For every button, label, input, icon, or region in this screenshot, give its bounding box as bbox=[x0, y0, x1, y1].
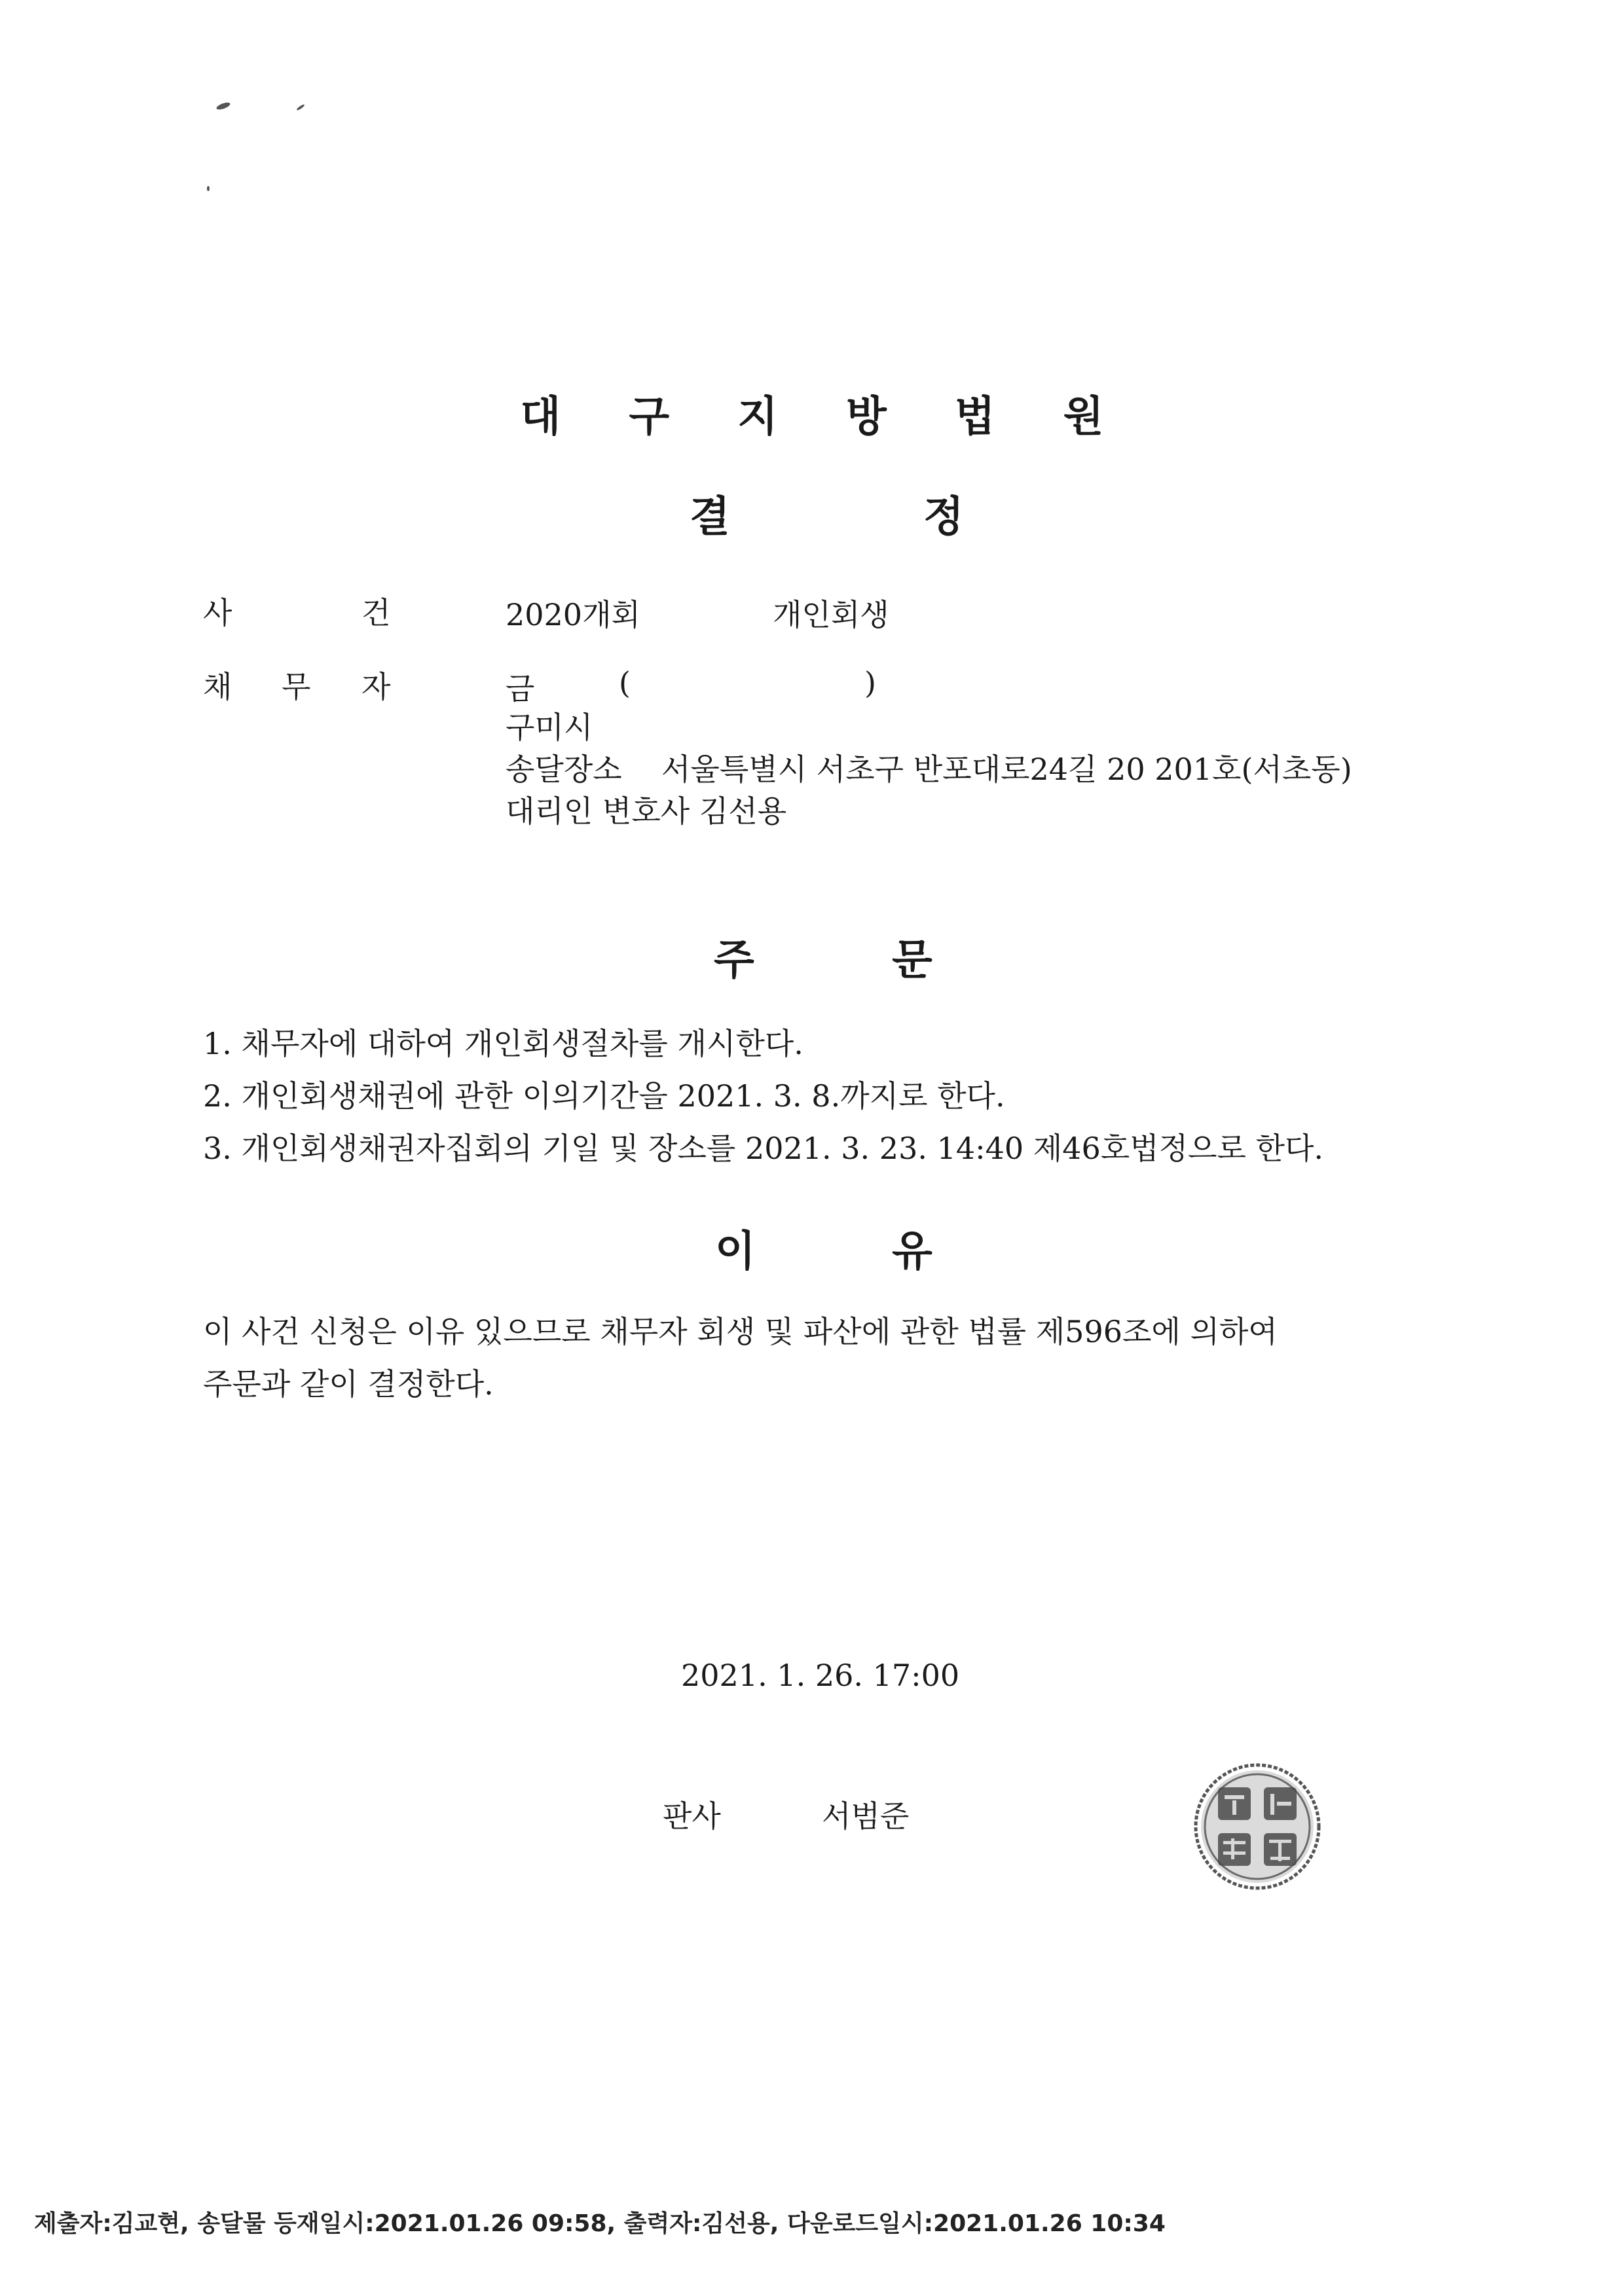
debtor-name: 금 bbox=[506, 671, 535, 706]
case-label-char-1: 사 bbox=[203, 595, 232, 630]
court-char: 원 bbox=[1063, 393, 1104, 441]
delivery-address: 서울특별시 서초구 반포대로24길 20 201호(서초동) bbox=[661, 752, 1352, 787]
case-label-char-2: 건 bbox=[361, 595, 391, 630]
case-type: 개인회생 bbox=[773, 597, 889, 632]
court-char: 대 bbox=[520, 393, 561, 441]
reason-title-char-1: 이 bbox=[715, 1228, 756, 1276]
judge-name: 서범준 bbox=[822, 1798, 910, 1834]
debtor-label-char-3: 자 bbox=[361, 669, 391, 704]
order-title-char-1: 주 bbox=[714, 936, 754, 985]
judge-title: 판사 bbox=[663, 1798, 721, 1834]
footer-submission-info: 제출자:김교현, 송달물 등재일시:2021.01.26 09:58, 출력자:김선용, 다운로드일시:2021.01.26 10:34 bbox=[34, 2210, 1166, 2237]
scan-speck bbox=[296, 103, 305, 111]
reason-line-1: 이 사건 신청은 이유 있으므로 채무자 회생 및 파산에 관한 법률 제596조에 의하여 bbox=[203, 1314, 1278, 1349]
scan-speck bbox=[215, 101, 231, 111]
debtor-paren-close: ) bbox=[864, 665, 876, 701]
debtor-agent: 대리인 변호사 김선용 bbox=[506, 793, 787, 829]
order-title-char-2: 문 bbox=[892, 936, 932, 985]
court-char: 방 bbox=[846, 393, 887, 441]
court-name bbox=[0, 383, 1624, 443]
court-char: 법 bbox=[954, 393, 995, 441]
doc-type-char-2: 정 bbox=[923, 493, 964, 541]
debtor-paren-open: ( bbox=[619, 665, 631, 701]
delivery-label: 송달장소 bbox=[506, 752, 622, 787]
debtor-label-char-1: 채 bbox=[203, 669, 232, 704]
reason-title-char-2: 유 bbox=[892, 1228, 932, 1276]
court-seal-icon bbox=[1192, 1761, 1323, 1892]
order-item-2: 2. 개인회생채권에 관한 이의기간을 2021. 3. 8.까지로 한다. bbox=[203, 1078, 1005, 1114]
debtor-city: 구미시 bbox=[506, 710, 593, 745]
order-item-1: 1. 채무자에 대하여 개인회생절차를 개시한다. bbox=[203, 1026, 803, 1061]
debtor-label-char-2: 무 bbox=[282, 669, 311, 704]
scan-speck bbox=[207, 186, 210, 191]
court-char: 지 bbox=[737, 393, 778, 441]
case-number: 2020개회 bbox=[506, 597, 640, 632]
decision-datetime: 2021. 1. 26. 17:00 bbox=[681, 1658, 960, 1693]
doc-type-char-1: 결 bbox=[690, 493, 730, 541]
reason-line-2: 주문과 같이 결정한다. bbox=[203, 1366, 494, 1402]
order-item-3: 3. 개인회생채권자집회의 기일 및 장소를 2021. 3. 23. 14:40 제46호법정으로 한다. bbox=[203, 1131, 1324, 1166]
court-char: 구 bbox=[629, 393, 670, 441]
